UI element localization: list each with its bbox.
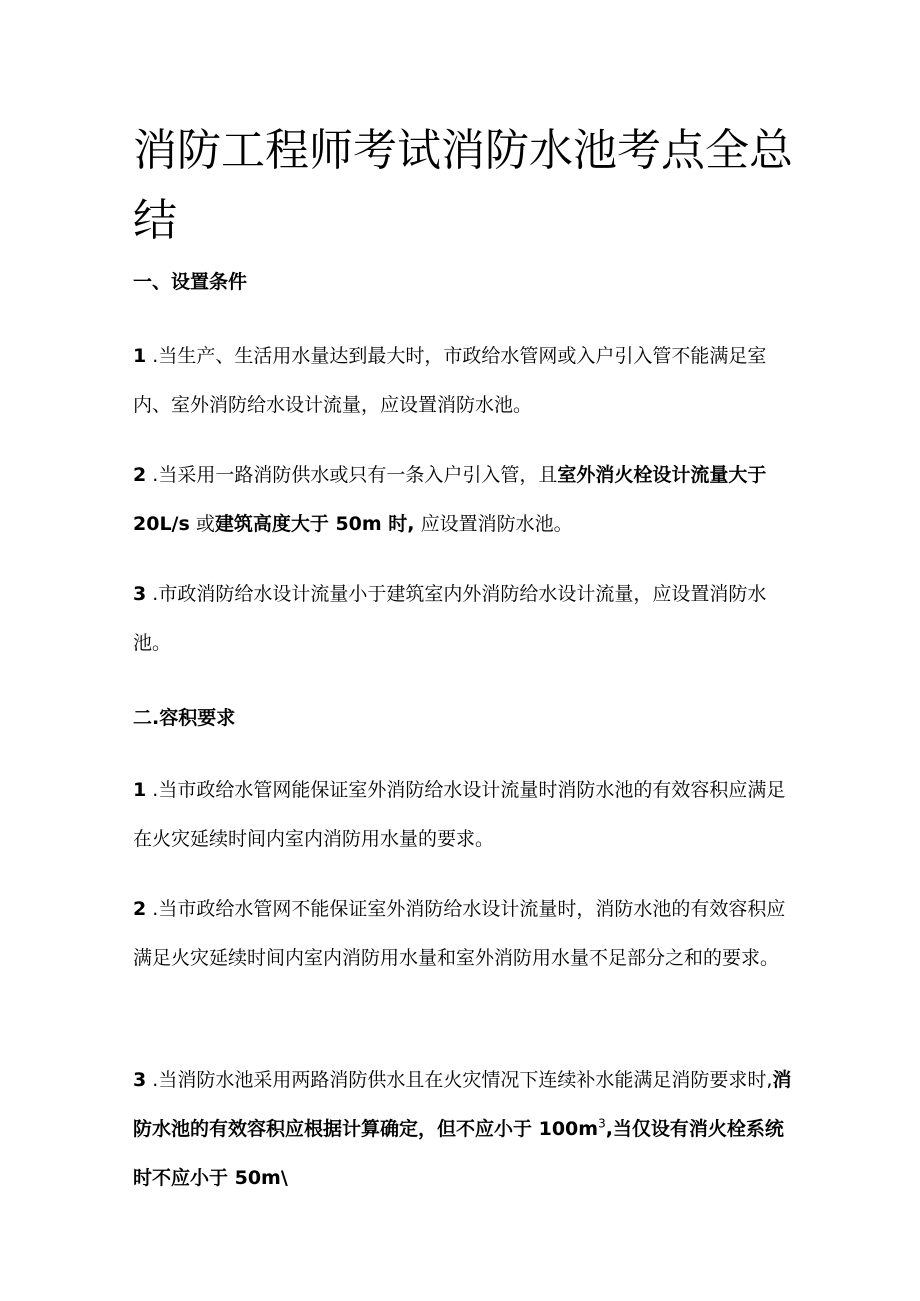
list-item	[133, 885, 798, 983]
item-number: 2	[133, 464, 147, 486]
list-item	[133, 1056, 798, 1203]
page-title: 消防工程师考试消防水池考点全总结	[133, 125, 793, 246]
item-text: .市政消防给水设计流量小于建筑室内外消防给水设计流量，应设置消防水池。	[133, 583, 767, 654]
superscript: 3	[598, 1116, 606, 1131]
item-text-bold: 消防水池的有效容积应根据计算确定，但不应小于 100m	[133, 1069, 792, 1140]
item-text-bold: ,当仅设有消火栓系统时不应小于 50m\	[133, 1118, 784, 1189]
section-heading-volume-requirements: 二.容积要求	[133, 707, 236, 729]
list-item	[133, 766, 798, 864]
item-number: 1	[133, 345, 147, 367]
item-number: 2	[133, 898, 147, 920]
section-heading-setup-conditions: 一、设置条件	[133, 271, 248, 293]
item-text-bold: 建筑高度大于 50m 时,	[214, 513, 415, 535]
list-item	[133, 451, 798, 549]
item-number: 3	[133, 583, 147, 605]
item-text: .当生产、生活用水量达到最大时，市政给水管网或入户引入管不能满足室内、室外消防给水设计流量，应设置消防水池。	[133, 345, 767, 416]
list-item	[133, 332, 798, 430]
list-item	[133, 570, 798, 668]
item-text-bold: 室外消火栓设计流量大于 20L/s	[133, 464, 767, 535]
item-number: 1	[133, 779, 147, 801]
item-text: 或	[189, 513, 215, 535]
item-number: 3	[133, 1069, 147, 1091]
item-text: .当采用一路消防供水或只有一条入户引入管，且	[146, 464, 558, 486]
item-text: .当消防水池采用两路消防供水且在火灾情况下连续补水能满足消防要求时,	[146, 1069, 773, 1091]
item-text: .当市政给水管网不能保证室外消防给水设计流量时，消防水池的有效容积应满足火灾延续时间内室内消防用水量和室外消防用水量不足部分之和的要求。	[133, 898, 786, 969]
item-text: .当市政给水管网能保证室外消防给水设计流量时消防水池的有效容积应满足在火灾延续时间内室内消防用水量的要求。	[133, 779, 786, 850]
item-text: 应设置消防水池。	[414, 513, 573, 535]
